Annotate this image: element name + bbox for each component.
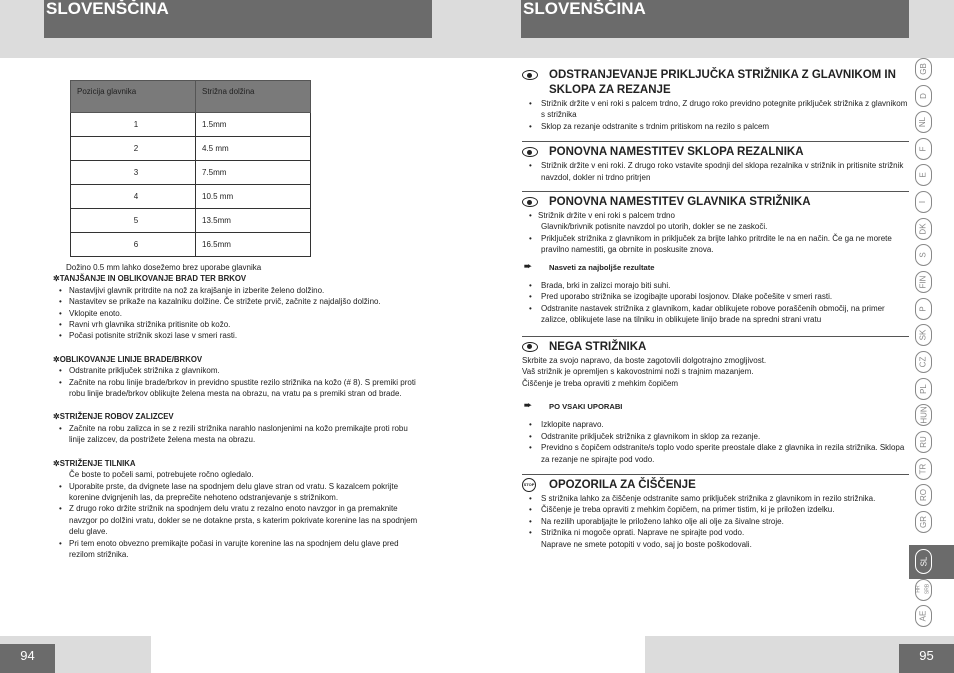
list-item: • Z drugo roko držite strižnik na spodnjem delu vratu z rezalno enoto navzgor in ga premaknite navzgor po dolžini vratu, dokler se ne dotakne prsta, s katerim pokrivate korenine las na spodnjem delu glave. — [53, 503, 423, 537]
list-item: • Strižnik držite v eni roki. Z drugo roko vstavite spodnji del sklopa rezalnika v strižnik in pritisnite strižnik navzdol, dokler ni trdno pritrjen — [522, 160, 909, 183]
table-cell: 3 — [71, 161, 196, 185]
language-tab[interactable]: GB — [915, 58, 932, 80]
list-item: • Strižnik držite v eni roki s palcem trdno, Z drugo roko previdno potegnite priključek strižnika z glavnikom s strižnika — [522, 98, 909, 121]
language-tab[interactable]: PL — [915, 378, 932, 400]
language-tab[interactable]: RO — [915, 484, 932, 506]
table-cell: 1 — [71, 113, 196, 137]
list-item: • Odstranite nastavek strižnika z glavnikom, kadar oblikujete robove poraščenih območij, na primer zalizce, oblikujete lase na tilniku in oblikujete linijo brade na spredni strani vratu — [522, 303, 909, 326]
language-tab[interactable]: F — [915, 138, 932, 160]
table-row — [71, 185, 311, 209]
page-number-left: 94 — [0, 644, 55, 673]
language-tab[interactable]: HR SRB — [915, 579, 932, 601]
section-title: PONOVNA NAMESTITEV SKLOPA REZALNIKA — [549, 146, 804, 159]
language-tab[interactable]: P — [915, 298, 932, 320]
page-header-right: SLOVENŠČINA — [521, 0, 909, 38]
gear-icon: ✲ — [53, 274, 60, 284]
table-cell: 16.5mm — [196, 233, 311, 257]
language-tab-selected[interactable] — [909, 545, 954, 579]
list-item: • Nastavljivi glavnik pritrdite na nož za krajšanje in izberite želeno dolžino. — [53, 285, 423, 296]
list-item: • Počasi potisnite strižnik skozi lase v smeri rasti. — [53, 330, 423, 341]
section-title: PONOVNA NAMESTITEV GLAVNIKA STRIŽNIKA — [549, 196, 811, 209]
language-tab[interactable]: NL — [915, 111, 932, 133]
language-tab-selected-label: SL — [915, 549, 932, 574]
bullet-list — [53, 285, 423, 342]
language-tab[interactable]: GR — [915, 511, 932, 533]
eye-icon — [522, 197, 538, 207]
table-cell: 13.5mm — [196, 209, 311, 233]
language-tab[interactable]: SK — [915, 324, 932, 346]
list-item: • Strižnik držite v eni roki s palcem trdno — [522, 210, 909, 221]
list-item: • Ravni vrh glavnika strižnika pritisnite ob kožo. — [53, 319, 423, 330]
language-tabs — [909, 52, 954, 632]
table-cell: 1.5mm — [196, 113, 311, 137]
table-cell: 10.5 mm — [196, 185, 311, 209]
section-title: STRIŽENJE TILNIKA — [59, 458, 136, 468]
table-cell: 2 — [71, 137, 196, 161]
section-title: STRIŽENJE ROBOV ZALIZCEV — [59, 412, 174, 422]
language-tab[interactable]: RU — [915, 431, 932, 453]
arrow-right-icon: ➨ — [524, 399, 532, 410]
table-note: Dožino 0.5 mm lahko dosežemo brez uporabe glavnika — [66, 263, 262, 272]
table-row — [71, 233, 311, 257]
bullet-list — [53, 469, 423, 560]
list-item: • Sklop za rezanje odstranite s trdnim pritiskom na rezilo s palcem — [522, 121, 909, 132]
language-tab[interactable]: CZ — [915, 351, 932, 373]
language-tab[interactable]: E — [915, 164, 932, 186]
list-item: • Nastavitev se prikaže na kazalniku dolžine. Če strižete prvič, začnite z najdaljšo dolžino. — [53, 296, 423, 307]
bullet-list — [522, 98, 909, 132]
subheading — [522, 262, 909, 273]
list-item: Naprave ne smete potopiti v vodo, saj jo boste poškodovali. — [541, 539, 752, 549]
list-item: • Pred uporabo strižnika se izogibajte uporabi losjonov. Dlake počešite v smeri rasti. — [522, 291, 909, 302]
stop-icon: STOP — [522, 478, 536, 492]
table-row — [71, 113, 311, 137]
section-heading — [53, 354, 423, 365]
section-heading — [53, 411, 423, 422]
table-row — [71, 161, 311, 185]
section-title: NEGA STRIŽNIKA — [549, 340, 647, 353]
section-heading — [522, 68, 909, 98]
eye-icon — [522, 342, 538, 352]
list-item: • Odstranite priključek strižnika z glavnikom. — [53, 365, 423, 376]
section-heading — [522, 474, 909, 493]
subheading — [522, 401, 909, 412]
section-title: OPOZORILA ZA ČIŠČENJE — [549, 478, 696, 491]
bullet-list — [522, 280, 909, 326]
table-cell: 4 — [71, 185, 196, 209]
list-item: • Previdno s čopičem odstranite/s toplo vodo sperite preostale dlake z glavnika in rezila strižnika. Sklopa za rezanje ne spirajte pod vodo. — [522, 442, 909, 465]
gear-icon: ✲ — [53, 458, 60, 468]
eye-icon — [522, 70, 538, 80]
table-row — [71, 209, 311, 233]
list-item: • Začnite na robu zalizca in se z rezili strižnika narahlo naslonjenimi na kožo premikajte proti robu linije zalizcev, da postrižete želena mesta na obrazu. — [53, 423, 423, 446]
language-tab[interactable]: S — [915, 244, 932, 266]
arrow-right-icon: ➨ — [524, 260, 532, 271]
language-tab[interactable]: FIN — [915, 271, 932, 293]
list-item: • Izklopite napravo. — [522, 419, 909, 430]
paragraph: Skrbite za svojo napravo, da boste zagotovili dolgotrajno zmogljivost. — [522, 355, 767, 365]
list-item: Glavnik/brivnik potisnite navzdol po utorih, dokler se ne zaskoči. — [541, 222, 768, 232]
table-cell: 5 — [71, 209, 196, 233]
paragraph: Vaš strižnik je opremljen s kakovostnimi noži s trajnim mazanjem. — [522, 367, 754, 377]
list-item: • Odstranite priključek strižnika z glavnikom in sklop za rezanje. — [522, 431, 909, 442]
list-item: • Začnite na robu linije brade/brkov in previdno spustite rezilo strižnika na kožo (# 8). S premiki proti robu linije brade/brkov oblikujte želena mesta na obrazu, na vratu pa s premiki stran od brade. — [53, 377, 423, 400]
paragraph: Čiščenje je treba opraviti z mehkim čopičem — [522, 378, 679, 388]
list-item: • S strižnika lahko za čiščenje odstranite samo priključek strižnika z glavnikom in rezilo strižnika. — [522, 493, 909, 504]
intro-text: Če boste to počeli sami, potrebujete ročno ogledalo. — [69, 470, 254, 480]
section-heading — [522, 191, 909, 210]
right-page-body — [522, 68, 909, 550]
list-item: • Čiščenje je treba opraviti z mehkim čopičem, na primer tistim, ki je priložen izdelku. — [522, 504, 909, 515]
section-heading — [53, 458, 423, 469]
section-heading — [53, 273, 423, 284]
bullet-list — [522, 493, 909, 550]
section-heading — [522, 336, 909, 355]
table-cell: 4.5 mm — [196, 137, 311, 161]
language-tab[interactable]: I — [915, 191, 932, 213]
list-item: • Strižnika ni mogoče oprati. Naprave ne spirajte pod vodo. — [522, 527, 909, 538]
gear-icon: ✲ — [53, 354, 60, 364]
bullet-list — [53, 365, 423, 399]
section-title: ODSTRANJEVANJE PRIKLJUČKA STRIŽNIKA Z GLAVNIKOM IN SKLOPA ZA REZANJE — [549, 69, 896, 96]
bullet-list — [522, 419, 909, 465]
bullet-list — [522, 160, 909, 183]
subheading-text: Nasveti za najboljše rezultate — [549, 262, 655, 272]
gear-icon: ✲ — [53, 412, 60, 422]
language-tab[interactable]: AE — [915, 605, 932, 627]
table-cell: 6 — [71, 233, 196, 257]
section-heading — [522, 141, 909, 160]
language-tab[interactable]: D — [915, 85, 932, 107]
table-header-length: Strižna dolžina — [196, 81, 311, 113]
table-cell: 7.5mm — [196, 161, 311, 185]
bullet-list — [53, 423, 423, 446]
table-row — [71, 137, 311, 161]
language-tab[interactable]: TR — [915, 458, 932, 480]
list-item: • Brada, brki in zalizci morajo biti suhi. — [522, 280, 909, 291]
language-tab[interactable]: HUN — [915, 404, 932, 426]
list-item: • Priključek strižnika z glavnikom in priključek za brijte lahko pritrdite le na en način. Če ga ne morete pravilno namestiti, ga obrnite in poskusite znova. — [522, 233, 909, 256]
language-tab[interactable]: DK — [915, 218, 932, 240]
section-title: TANJŠANJE IN OBLIKOVANJE BRAD TER BRKOV — [59, 274, 247, 284]
section-title: OBLIKOVANJE LINIJE BRADE/BRKOV — [59, 354, 203, 364]
bullet-list — [522, 210, 909, 256]
list-item: • Pri tem enoto obvezno premikajte počasi in varujte korenine las na spodnjem delu glave pred rezilom strižnika. — [53, 538, 423, 561]
list-item: • Na rezilih uporabljajte le priloženo lahko olje ali olje za šivalne stroje. — [522, 516, 909, 527]
table-header-position: Pozicija glavnika — [71, 81, 196, 113]
left-page-body — [53, 262, 423, 560]
eye-icon — [522, 147, 538, 157]
page-number-right: 95 — [899, 644, 954, 673]
cutting-length-table — [70, 80, 311, 257]
page-header-left: SLOVENŠČINA — [44, 0, 432, 38]
list-item: • Uporabite prste, da dvignete lase na spodnjem delu glave stran od vratu. S kazalcem pokrijte korenine dvignjenih las, da preprečite nehoteno odstranjevanje s strižnikom. — [53, 481, 423, 504]
list-item: • Vklopite enoto. — [53, 308, 423, 319]
subheading-text: PO VSAKI UPORABI — [549, 401, 623, 411]
